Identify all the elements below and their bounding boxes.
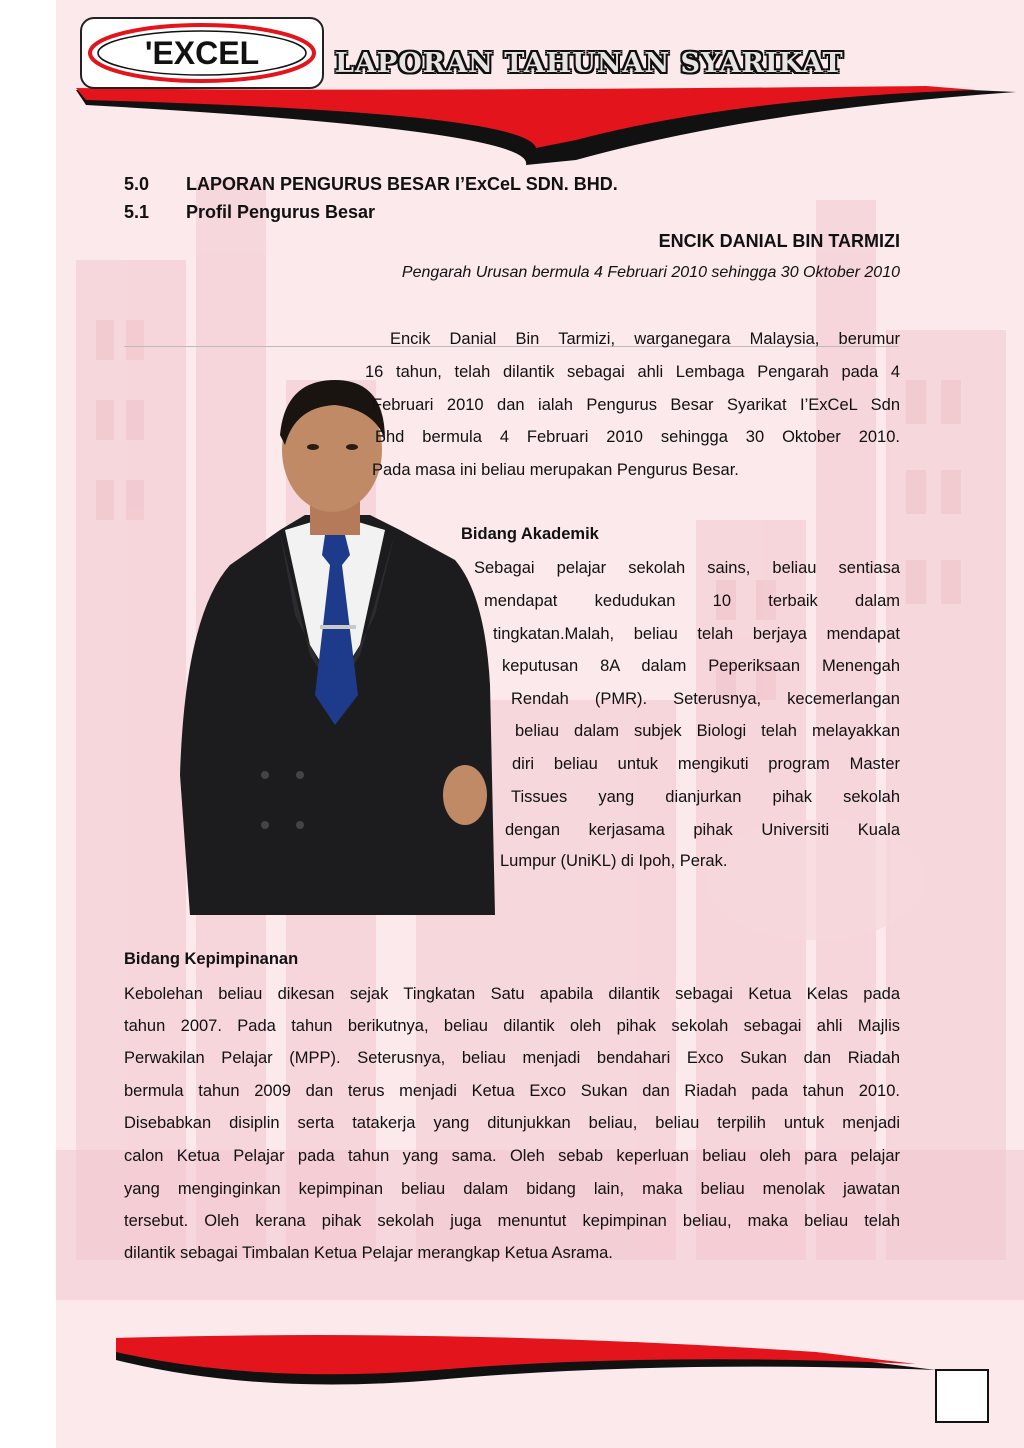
profile-name: ENCIK DANIAL BIN TARMIZI [658,231,900,251]
kepimpinan-line: Disebabkan disiplin serta tatakerja yang ditunjukkan beliau, beliau terpilih untuk menjadi [124,1114,900,1132]
intro-line: Pada masa ini beliau merupakan Pengurus Besar. [372,461,739,479]
kepimpinan-line: yang menginginkan kepimpinan beliau dalam bidang lain, maka beliau menolak jawatan [124,1180,900,1198]
kepimpinan-heading: Bidang Kepimpinanan [124,950,299,968]
section-number: 5.1 [124,202,150,222]
page-margin-strip [0,0,56,1448]
akademik-line: beliau dalam subjek Biologi telah melayakkan [515,722,900,740]
section-title: LAPORAN PENGURUS BESAR I’ExCeL SDN. BHD. [186,174,618,194]
report-title: LAPORAN TAHUNAN SYARIKAT [335,48,844,79]
intro-line: Encik Danial Bin Tarmizi, warganegara Malaysia, berumur [390,330,900,348]
akademik-line: tingkatan.Malah, beliau telah berjaya mendapat [493,625,900,643]
profile-role: Pengarah Urusan bermula 4 Februari 2010 sehingga 30 Oktober 2010 [401,264,900,281]
kepimpinan-line: bermula tahun 2009 dan terus menjadi Ketua Exco Sukan dan Riadah pada tahun 2010. [124,1082,900,1100]
kepimpinan-line: dilantik sebagai Timbalan Ketua Pelajar merangkap Ketua Asrama. [124,1244,613,1262]
kepimpinan-line: Kebolehan beliau dikesan sejak Tingkatan Satu apabila dilantik sebagai Ketua Kelas pada [124,985,900,1003]
kepimpinan-line: Perwakilan Pelajar (MPP). Seterusnya, beliau menjadi bendahari Exco Sukan dan Riadah [124,1049,900,1067]
akademik-line: Rendah (PMR). Seterusnya, kecemerlangan [511,690,900,708]
kepimpinan-line: calon Ketua Pelajar pada tahun yang sama. Oleh sebab keperluan beliau oleh para pelajar [124,1147,900,1165]
akademik-line: Sebagai pelajar sekolah sains, beliau sentiasa [474,559,900,577]
kepimpinan-line: tahun 2007. Pada tahun berikutnya, beliau dilantik oleh pihak sekolah sebagai ahli Majlis [124,1017,900,1035]
footer-swoosh [56,1300,1024,1448]
akademik-heading: Bidang Akademik [461,525,599,543]
logo-wordmark: 'EXCEL [144,35,260,71]
akademik-line: diri beliau untuk mengikuti program Master [512,755,900,773]
intro-line: 16 tahun, telah dilantik sebagai ahli Lembaga Pengarah pada 4 [365,363,900,381]
section-number: 5.0 [124,174,150,194]
akademik-line: Tissues yang dianjurkan pihak sekolah [511,788,900,806]
intro-line: Bhd bermula 4 Februari 2010 sehingga 30 Oktober 2010. [375,428,900,446]
company-logo [80,17,324,89]
akademik-line: mendapat kedudukan 10 terbaik dalam [484,592,900,610]
intro-line: Februari 2010 dan ialah Pengurus Besar Syarikat I’ExCeL Sdn [372,396,900,414]
kepimpinan-line: tersebut. Oleh kerana pihak sekolah juga menuntut kepimpinan beliau, maka beliau telah [124,1212,900,1230]
akademik-line: keputusan 8A dalam Peperiksaan Menengah [502,657,900,675]
akademik-line: dengan kerjasama pihak Universiti Kuala [505,821,900,839]
akademik-line: Lumpur (UniKL) di Ipoh, Perak. [500,852,728,870]
section-title: Profil Pengurus Besar [186,202,376,222]
